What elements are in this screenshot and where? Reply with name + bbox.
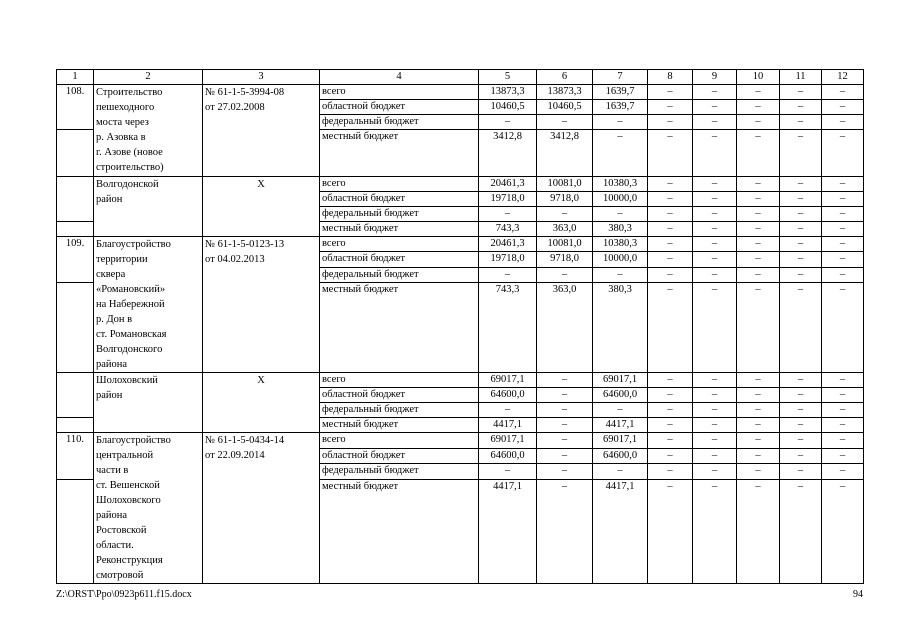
footer-page-number: 94 bbox=[853, 589, 863, 600]
value-col12: – bbox=[822, 403, 864, 418]
value-col11: – bbox=[780, 177, 822, 192]
value-col10: – bbox=[737, 85, 780, 100]
value-col12: – bbox=[822, 418, 864, 433]
object-name-line: Благоустройство bbox=[96, 435, 171, 446]
value-col11: – bbox=[780, 222, 822, 237]
value-col5: – bbox=[479, 267, 537, 282]
object-name bbox=[94, 85, 203, 177]
value-col12: – bbox=[822, 479, 864, 584]
object-name-line: сквера bbox=[96, 269, 126, 280]
document-reference-line: от 22.09.2014 bbox=[205, 450, 265, 461]
funding-source: областной бюджет bbox=[320, 252, 479, 267]
funding-source: областной бюджет bbox=[320, 192, 479, 207]
object-name-line: Реконструкция bbox=[96, 555, 163, 566]
funding-source: федеральный бюджет bbox=[320, 267, 479, 282]
column-header: 11 bbox=[780, 70, 822, 85]
value-col8: – bbox=[648, 283, 693, 373]
value-col10: – bbox=[737, 267, 780, 282]
value-col10: – bbox=[737, 115, 780, 130]
value-col6: 363,0 bbox=[537, 222, 593, 237]
value-col10: – bbox=[737, 192, 780, 207]
object-name-line: пешеходного bbox=[96, 102, 155, 113]
table-row bbox=[57, 177, 864, 192]
value-col12: – bbox=[822, 237, 864, 252]
value-col8: – bbox=[648, 177, 693, 192]
value-col6: 9718,0 bbox=[537, 192, 593, 207]
value-col5: 743,3 bbox=[479, 222, 537, 237]
value-col5: 13873,3 bbox=[479, 85, 537, 100]
value-col6: – bbox=[537, 479, 593, 584]
row-number bbox=[57, 373, 94, 418]
value-col11: – bbox=[780, 433, 822, 449]
document-reference bbox=[203, 373, 320, 433]
document-reference-line: № 61-1-5-0434-14 bbox=[205, 435, 285, 446]
document-reference bbox=[203, 85, 320, 177]
object-name-line: г. Азове (новое bbox=[96, 147, 163, 158]
value-col5: 64600,0 bbox=[479, 448, 537, 464]
value-col11: – bbox=[780, 192, 822, 207]
value-col6: 13873,3 bbox=[537, 85, 593, 100]
funding-source: областной бюджет bbox=[320, 448, 479, 464]
value-col6: – bbox=[537, 115, 593, 130]
document-reference-line: № 61-1-5-0123-13 bbox=[205, 239, 285, 250]
value-col5: 4417,1 bbox=[479, 479, 537, 584]
value-col12: – bbox=[822, 388, 864, 403]
value-col5: 10460,5 bbox=[479, 100, 537, 115]
column-header: 1 bbox=[57, 70, 94, 85]
object-name-line: смотровой bbox=[96, 570, 144, 581]
object-name-line: центральной bbox=[96, 450, 154, 461]
value-col12: – bbox=[822, 222, 864, 237]
value-col12: – bbox=[822, 100, 864, 115]
value-col12: – bbox=[822, 130, 864, 177]
value-col11: – bbox=[780, 448, 822, 464]
value-col8: – bbox=[648, 418, 693, 433]
value-col11: – bbox=[780, 479, 822, 584]
value-col11: – bbox=[780, 464, 822, 480]
value-col8: – bbox=[648, 115, 693, 130]
value-col5: 4417,1 bbox=[479, 418, 537, 433]
value-col10: – bbox=[737, 207, 780, 222]
row-number-empty bbox=[57, 222, 94, 237]
value-col7: 10380,3 bbox=[593, 177, 648, 192]
value-col6: 363,0 bbox=[537, 283, 593, 373]
value-col11: – bbox=[780, 388, 822, 403]
value-col12: – bbox=[822, 448, 864, 464]
funding-source: федеральный бюджет bbox=[320, 115, 479, 130]
object-name-line: р. Азовка в bbox=[96, 132, 146, 143]
value-col7: 64600,0 bbox=[593, 388, 648, 403]
row-number-empty bbox=[57, 130, 94, 177]
column-header: 6 bbox=[537, 70, 593, 85]
document-reference-line: Х bbox=[257, 179, 265, 190]
object-name-line: «Романовский» bbox=[96, 284, 166, 295]
funding-source: местный бюджет bbox=[320, 222, 479, 237]
value-col6: – bbox=[537, 267, 593, 282]
row-number: 109. bbox=[57, 237, 94, 283]
value-col7: 69017,1 bbox=[593, 373, 648, 388]
funding-source: всего bbox=[320, 373, 479, 388]
document-reference-line: от 04.02.2013 bbox=[205, 254, 265, 265]
value-col8: – bbox=[648, 403, 693, 418]
value-col9: – bbox=[693, 252, 737, 267]
object-name-line: Волгодонской bbox=[96, 179, 159, 190]
value-col9: – bbox=[693, 237, 737, 252]
object-name-line: район bbox=[96, 390, 123, 401]
value-col7: – bbox=[593, 403, 648, 418]
value-col11: – bbox=[780, 283, 822, 373]
value-col11: – bbox=[780, 373, 822, 388]
value-col9: – bbox=[693, 192, 737, 207]
table-row bbox=[57, 373, 864, 388]
value-col7: 380,3 bbox=[593, 222, 648, 237]
funding-source: федеральный бюджет bbox=[320, 207, 479, 222]
row-number-empty bbox=[57, 479, 94, 584]
value-col7: 64600,0 bbox=[593, 448, 648, 464]
column-header: 12 bbox=[822, 70, 864, 85]
object-name-line: Шолоховского bbox=[96, 495, 161, 506]
value-col5: 20461,3 bbox=[479, 237, 537, 252]
column-header: 4 bbox=[320, 70, 479, 85]
value-col9: – bbox=[693, 177, 737, 192]
value-col12: – bbox=[822, 207, 864, 222]
object-name-line: территории bbox=[96, 254, 148, 265]
value-col10: – bbox=[737, 100, 780, 115]
row-number: 108. bbox=[57, 85, 94, 130]
value-col11: – bbox=[780, 115, 822, 130]
object-name bbox=[94, 433, 203, 584]
value-col11: – bbox=[780, 418, 822, 433]
value-col6: – bbox=[537, 464, 593, 480]
value-col8: – bbox=[648, 433, 693, 449]
document-reference bbox=[203, 433, 320, 584]
object-name bbox=[94, 237, 203, 373]
column-header: 10 bbox=[737, 70, 780, 85]
value-col5: 69017,1 bbox=[479, 433, 537, 449]
value-col7: – bbox=[593, 267, 648, 282]
value-col10: – bbox=[737, 464, 780, 480]
document-reference-line: № 61-1-5-3994-08 bbox=[205, 87, 285, 98]
column-header: 2 bbox=[94, 70, 203, 85]
value-col11: – bbox=[780, 100, 822, 115]
value-col6: – bbox=[537, 388, 593, 403]
object-name-line: Благоустройство bbox=[96, 239, 171, 250]
row-number-empty bbox=[57, 418, 94, 433]
value-col9: – bbox=[693, 267, 737, 282]
object-name-line: части в bbox=[96, 465, 129, 476]
value-col10: – bbox=[737, 418, 780, 433]
value-col10: – bbox=[737, 130, 780, 177]
value-col12: – bbox=[822, 464, 864, 480]
value-col10: – bbox=[737, 252, 780, 267]
value-col5: 69017,1 bbox=[479, 373, 537, 388]
object-name-line: моста через bbox=[96, 117, 149, 128]
funding-source: всего bbox=[320, 85, 479, 100]
value-col12: – bbox=[822, 267, 864, 282]
object-name-line: Ростовской bbox=[96, 525, 147, 536]
object-name-line: район bbox=[96, 194, 123, 205]
value-col6: – bbox=[537, 373, 593, 388]
funding-source: всего bbox=[320, 237, 479, 252]
value-col9: – bbox=[693, 403, 737, 418]
value-col7: 10000,0 bbox=[593, 192, 648, 207]
column-header: 9 bbox=[693, 70, 737, 85]
object-name-line: района bbox=[96, 359, 128, 370]
funding-source: местный бюджет bbox=[320, 130, 479, 177]
table-row bbox=[57, 433, 864, 449]
value-col5: 3412,8 bbox=[479, 130, 537, 177]
value-col7: 4417,1 bbox=[593, 479, 648, 584]
value-col9: – bbox=[693, 448, 737, 464]
value-col9: – bbox=[693, 418, 737, 433]
value-col7: 1639,7 bbox=[593, 85, 648, 100]
value-col7: 4417,1 bbox=[593, 418, 648, 433]
value-col9: – bbox=[693, 479, 737, 584]
document-reference bbox=[203, 237, 320, 373]
value-col9: – bbox=[693, 115, 737, 130]
funding-source: всего bbox=[320, 177, 479, 192]
value-col6: – bbox=[537, 433, 593, 449]
value-col6: 10081,0 bbox=[537, 177, 593, 192]
value-col5: – bbox=[479, 464, 537, 480]
value-col9: – bbox=[693, 130, 737, 177]
document-reference-line: от 27.02.2008 bbox=[205, 102, 265, 113]
value-col10: – bbox=[737, 177, 780, 192]
funding-source: федеральный бюджет bbox=[320, 403, 479, 418]
object-name-line: района bbox=[96, 510, 128, 521]
value-col8: – bbox=[648, 100, 693, 115]
value-col12: – bbox=[822, 373, 864, 388]
value-col5: – bbox=[479, 115, 537, 130]
value-col8: – bbox=[648, 479, 693, 584]
value-col10: – bbox=[737, 222, 780, 237]
column-header: 8 bbox=[648, 70, 693, 85]
object-name bbox=[94, 177, 203, 237]
value-col10: – bbox=[737, 433, 780, 449]
object-name bbox=[94, 373, 203, 433]
value-col8: – bbox=[648, 267, 693, 282]
column-header: 3 bbox=[203, 70, 320, 85]
value-col5: 64600,0 bbox=[479, 388, 537, 403]
footer-file-path: Z:\ORST\Ppo\0923p611.f15.docx bbox=[56, 589, 192, 600]
value-col7: – bbox=[593, 130, 648, 177]
budget-table bbox=[56, 69, 864, 584]
row-number bbox=[57, 177, 94, 222]
value-col8: – bbox=[648, 237, 693, 252]
object-name-line: ст. Вешенской bbox=[96, 480, 160, 491]
object-name-line: Строительство bbox=[96, 87, 163, 98]
value-col11: – bbox=[780, 403, 822, 418]
object-name-line: на Набережной bbox=[96, 299, 165, 310]
object-name-line: р. Дон в bbox=[96, 314, 133, 325]
value-col7: – bbox=[593, 207, 648, 222]
value-col7: – bbox=[593, 464, 648, 480]
value-col8: – bbox=[648, 464, 693, 480]
value-col12: – bbox=[822, 177, 864, 192]
value-col5: 20461,3 bbox=[479, 177, 537, 192]
value-col10: – bbox=[737, 373, 780, 388]
value-col7: 69017,1 bbox=[593, 433, 648, 449]
value-col10: – bbox=[737, 479, 780, 584]
object-name-line: ст. Романовская bbox=[96, 329, 167, 340]
value-col7: 380,3 bbox=[593, 283, 648, 373]
value-col12: – bbox=[822, 115, 864, 130]
value-col10: – bbox=[737, 388, 780, 403]
value-col8: – bbox=[648, 448, 693, 464]
value-col6: 10460,5 bbox=[537, 100, 593, 115]
object-name-line: строительство) bbox=[96, 162, 164, 173]
value-col6: – bbox=[537, 448, 593, 464]
value-col8: – bbox=[648, 207, 693, 222]
value-col5: 19718,0 bbox=[479, 252, 537, 267]
value-col10: – bbox=[737, 403, 780, 418]
value-col10: – bbox=[737, 448, 780, 464]
value-col6: – bbox=[537, 403, 593, 418]
value-col12: – bbox=[822, 283, 864, 373]
funding-source: местный бюджет bbox=[320, 479, 479, 584]
column-header: 7 bbox=[593, 70, 648, 85]
value-col7: 10000,0 bbox=[593, 252, 648, 267]
value-col7: – bbox=[593, 115, 648, 130]
value-col9: – bbox=[693, 207, 737, 222]
table-row bbox=[57, 237, 864, 252]
value-col10: – bbox=[737, 237, 780, 252]
value-col11: – bbox=[780, 130, 822, 177]
value-col9: – bbox=[693, 388, 737, 403]
value-col11: – bbox=[780, 267, 822, 282]
value-col6: – bbox=[537, 207, 593, 222]
funding-source: местный бюджет bbox=[320, 418, 479, 433]
object-name-line: области. bbox=[96, 540, 134, 551]
value-col12: – bbox=[822, 192, 864, 207]
value-col6: 10081,0 bbox=[537, 237, 593, 252]
row-number-empty bbox=[57, 283, 94, 373]
value-col9: – bbox=[693, 373, 737, 388]
funding-source: областной бюджет bbox=[320, 388, 479, 403]
value-col11: – bbox=[780, 85, 822, 100]
value-col12: – bbox=[822, 85, 864, 100]
value-col7: 10380,3 bbox=[593, 237, 648, 252]
document-reference-line: Х bbox=[257, 375, 265, 386]
header-row bbox=[57, 70, 864, 85]
value-col9: – bbox=[693, 433, 737, 449]
value-col8: – bbox=[648, 373, 693, 388]
value-col11: – bbox=[780, 207, 822, 222]
value-col6: – bbox=[537, 418, 593, 433]
value-col8: – bbox=[648, 192, 693, 207]
value-col6: 3412,8 bbox=[537, 130, 593, 177]
value-col8: – bbox=[648, 388, 693, 403]
value-col11: – bbox=[780, 252, 822, 267]
value-col8: – bbox=[648, 252, 693, 267]
object-name-line: Волгодонского bbox=[96, 344, 163, 355]
value-col8: – bbox=[648, 85, 693, 100]
object-name-line: Шолоховский bbox=[96, 375, 158, 386]
value-col7: 1639,7 bbox=[593, 100, 648, 115]
value-col8: – bbox=[648, 130, 693, 177]
value-col9: – bbox=[693, 222, 737, 237]
value-col12: – bbox=[822, 433, 864, 449]
value-col5: – bbox=[479, 207, 537, 222]
value-col5: – bbox=[479, 403, 537, 418]
value-col9: – bbox=[693, 283, 737, 373]
table-row bbox=[57, 85, 864, 100]
value-col10: – bbox=[737, 283, 780, 373]
value-col9: – bbox=[693, 85, 737, 100]
column-header: 5 bbox=[479, 70, 537, 85]
value-col9: – bbox=[693, 100, 737, 115]
value-col6: 9718,0 bbox=[537, 252, 593, 267]
funding-source: всего bbox=[320, 433, 479, 449]
funding-source: федеральный бюджет bbox=[320, 464, 479, 480]
value-col8: – bbox=[648, 222, 693, 237]
row-number: 110. bbox=[57, 433, 94, 480]
value-col11: – bbox=[780, 237, 822, 252]
value-col9: – bbox=[693, 464, 737, 480]
funding-source: местный бюджет bbox=[320, 283, 479, 373]
document-reference bbox=[203, 177, 320, 237]
value-col5: 743,3 bbox=[479, 283, 537, 373]
value-col12: – bbox=[822, 252, 864, 267]
value-col5: 19718,0 bbox=[479, 192, 537, 207]
funding-source: областной бюджет bbox=[320, 100, 479, 115]
